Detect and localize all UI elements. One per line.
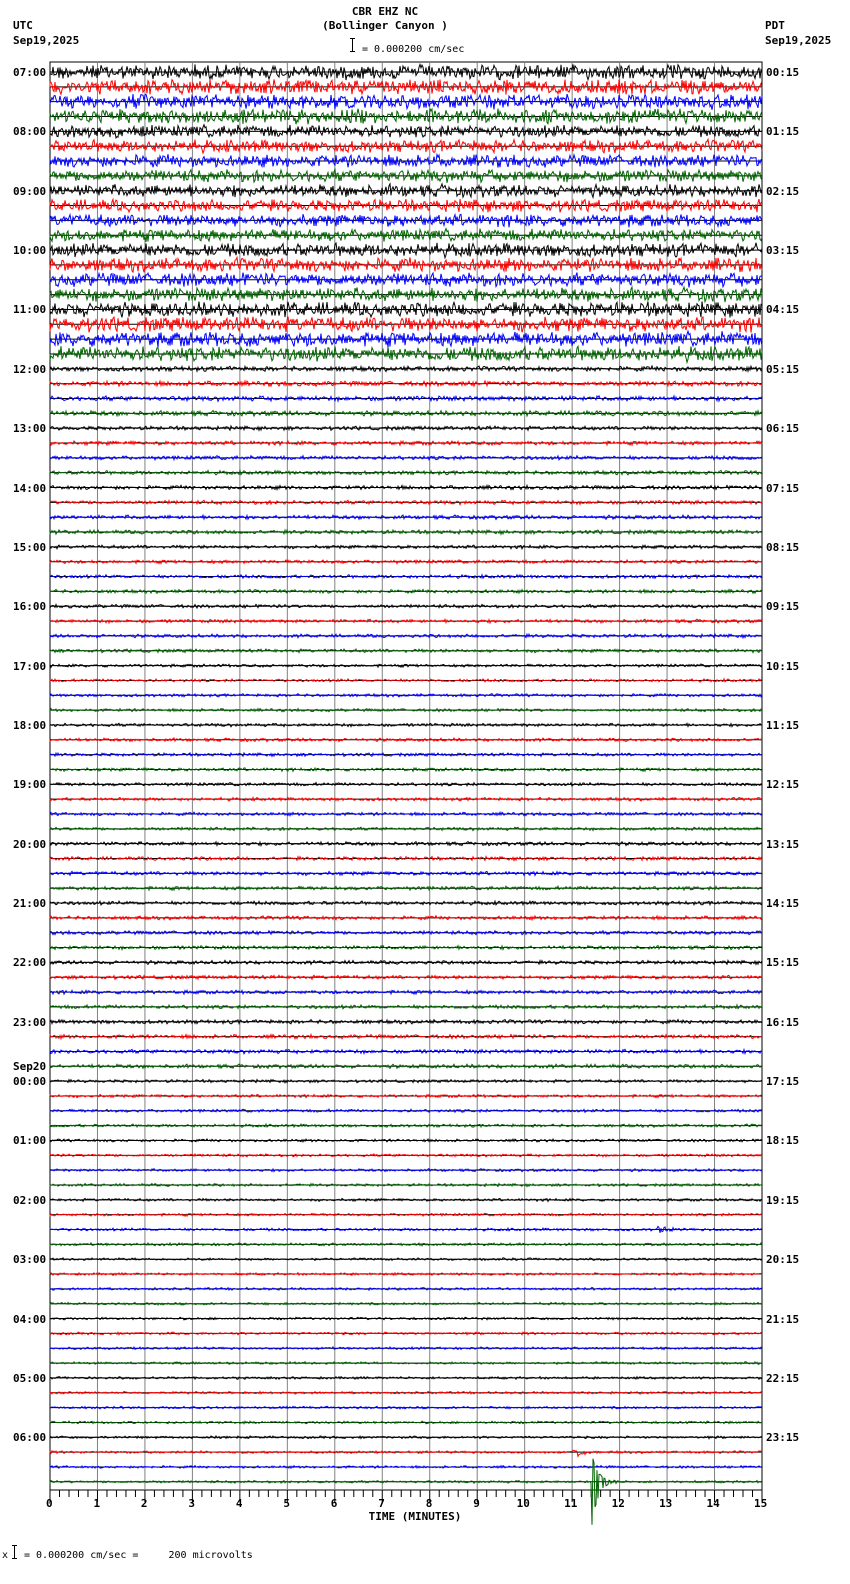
footer-prefix: x — [2, 1550, 9, 1561]
x-axis-label: TIME (MINUTES) — [368, 1510, 462, 1523]
x-tick-label: 11 — [564, 1497, 578, 1510]
x-tick-label: 4 — [235, 1497, 243, 1510]
utc-hour-label: 23:00 — [13, 1015, 47, 1029]
pdt-hour-label: 14:15 — [766, 897, 800, 911]
x-tick-label: 3 — [188, 1497, 196, 1510]
utc-hour-label: 06:00 — [13, 1431, 47, 1445]
pdt-hour-label: 20:15 — [766, 1253, 800, 1267]
pdt-hour-label: 15:15 — [766, 956, 800, 970]
utc-hour-label: 18:00 — [13, 718, 47, 732]
pdt-hour-label: 18:15 — [766, 1134, 800, 1148]
pdt-hour-label: 03:15 — [766, 244, 800, 258]
pdt-hour-label: 17:15 — [766, 1075, 800, 1089]
pdt-hour-label: 02:15 — [766, 184, 800, 198]
pdt-hour-label: 06:15 — [766, 422, 800, 436]
utc-hour-label: 04:00 — [13, 1312, 47, 1326]
pdt-hour-label: 08:15 — [766, 540, 800, 554]
pdt-hour-label: 21:15 — [766, 1312, 800, 1326]
utc-hour-label: 14:00 — [13, 481, 47, 495]
right-timezone: PDT — [765, 19, 785, 32]
utc-hour-label: 15:00 — [13, 540, 47, 554]
pdt-hour-label: 23:15 — [766, 1431, 800, 1445]
x-tick-label: 0 — [46, 1497, 53, 1510]
x-tick-label: 1 — [93, 1497, 101, 1510]
pdt-hour-label: 16:15 — [766, 1015, 800, 1029]
x-tick-label: 10 — [516, 1497, 530, 1510]
x-tick-label: 13 — [659, 1497, 673, 1510]
utc-hour-label: 19:00 — [13, 778, 47, 792]
x-tick-label: 12 — [611, 1497, 625, 1510]
pdt-hour-label: 12:15 — [766, 778, 800, 792]
x-tick-label: 2 — [140, 1497, 148, 1510]
scale-text: = 0.000200 cm/sec — [362, 44, 465, 55]
station-location: (Bollinger Canyon ) — [322, 19, 448, 32]
utc-hour-label: 20:00 — [13, 837, 47, 851]
right-date: Sep19,2025 — [765, 34, 832, 47]
station-title: CBR EHZ NC — [351, 5, 419, 18]
utc-hour-label: 08:00 — [13, 125, 47, 139]
pdt-hour-label: 19:15 — [766, 1193, 800, 1207]
utc-hour-label: 12:00 — [13, 362, 47, 376]
footer-scale-bar-icon — [14, 1545, 20, 1559]
utc-hour-label: 07:00 — [13, 66, 47, 79]
utc-hour-label: 10:00 — [13, 244, 47, 258]
pdt-hour-label: 09:15 — [766, 600, 800, 614]
utc-hour-label: 11:00 — [13, 303, 47, 317]
x-tick-label: 6 — [330, 1497, 338, 1510]
pdt-hour-label: 00:15 — [766, 66, 800, 79]
footer-scale-text: = 0.000200 cm/sec = 200 microvolts — [24, 1550, 253, 1561]
x-tick-label: 14 — [706, 1497, 720, 1510]
scale-bar-icon — [352, 38, 358, 52]
pdt-hour-label: 04:15 — [766, 303, 800, 317]
utc-hour-label: 02:00 — [13, 1193, 47, 1207]
pdt-hour-label: 05:15 — [766, 362, 800, 376]
utc-hour-label: 16:00 — [13, 600, 47, 614]
x-tick-label: 5 — [283, 1497, 290, 1510]
pdt-hour-label: 22:15 — [766, 1371, 800, 1385]
x-tick-label: 9 — [473, 1497, 480, 1510]
pdt-hour-label: 10:15 — [766, 659, 800, 673]
pdt-hour-label: 07:15 — [766, 481, 800, 495]
utc-hour-label: 00:00 — [13, 1075, 47, 1089]
x-tick-label: 8 — [425, 1497, 433, 1510]
utc-hour-label: 05:00 — [13, 1371, 47, 1385]
pdt-hour-label: 01:15 — [766, 125, 800, 139]
pdt-hour-label: 13:15 — [766, 837, 800, 851]
utc-hour-label: 01:00 — [13, 1134, 47, 1148]
utc-hour-label: 03:00 — [13, 1253, 47, 1267]
utc-hour-label: 13:00 — [13, 422, 47, 436]
x-tick-label: 15 — [754, 1497, 768, 1510]
utc-hour-label: 17:00 — [13, 659, 47, 673]
utc-hour-label: 21:00 — [13, 897, 47, 911]
left-timezone: UTC — [13, 19, 33, 32]
utc-hour-label: 22:00 — [13, 956, 47, 970]
x-tick-label: 7 — [378, 1497, 385, 1510]
pdt-hour-label: 11:15 — [766, 718, 800, 732]
date-change-label: Sep20 — [13, 1060, 47, 1074]
utc-hour-label: 09:00 — [13, 184, 47, 198]
left-date: Sep19,2025 — [13, 34, 80, 47]
